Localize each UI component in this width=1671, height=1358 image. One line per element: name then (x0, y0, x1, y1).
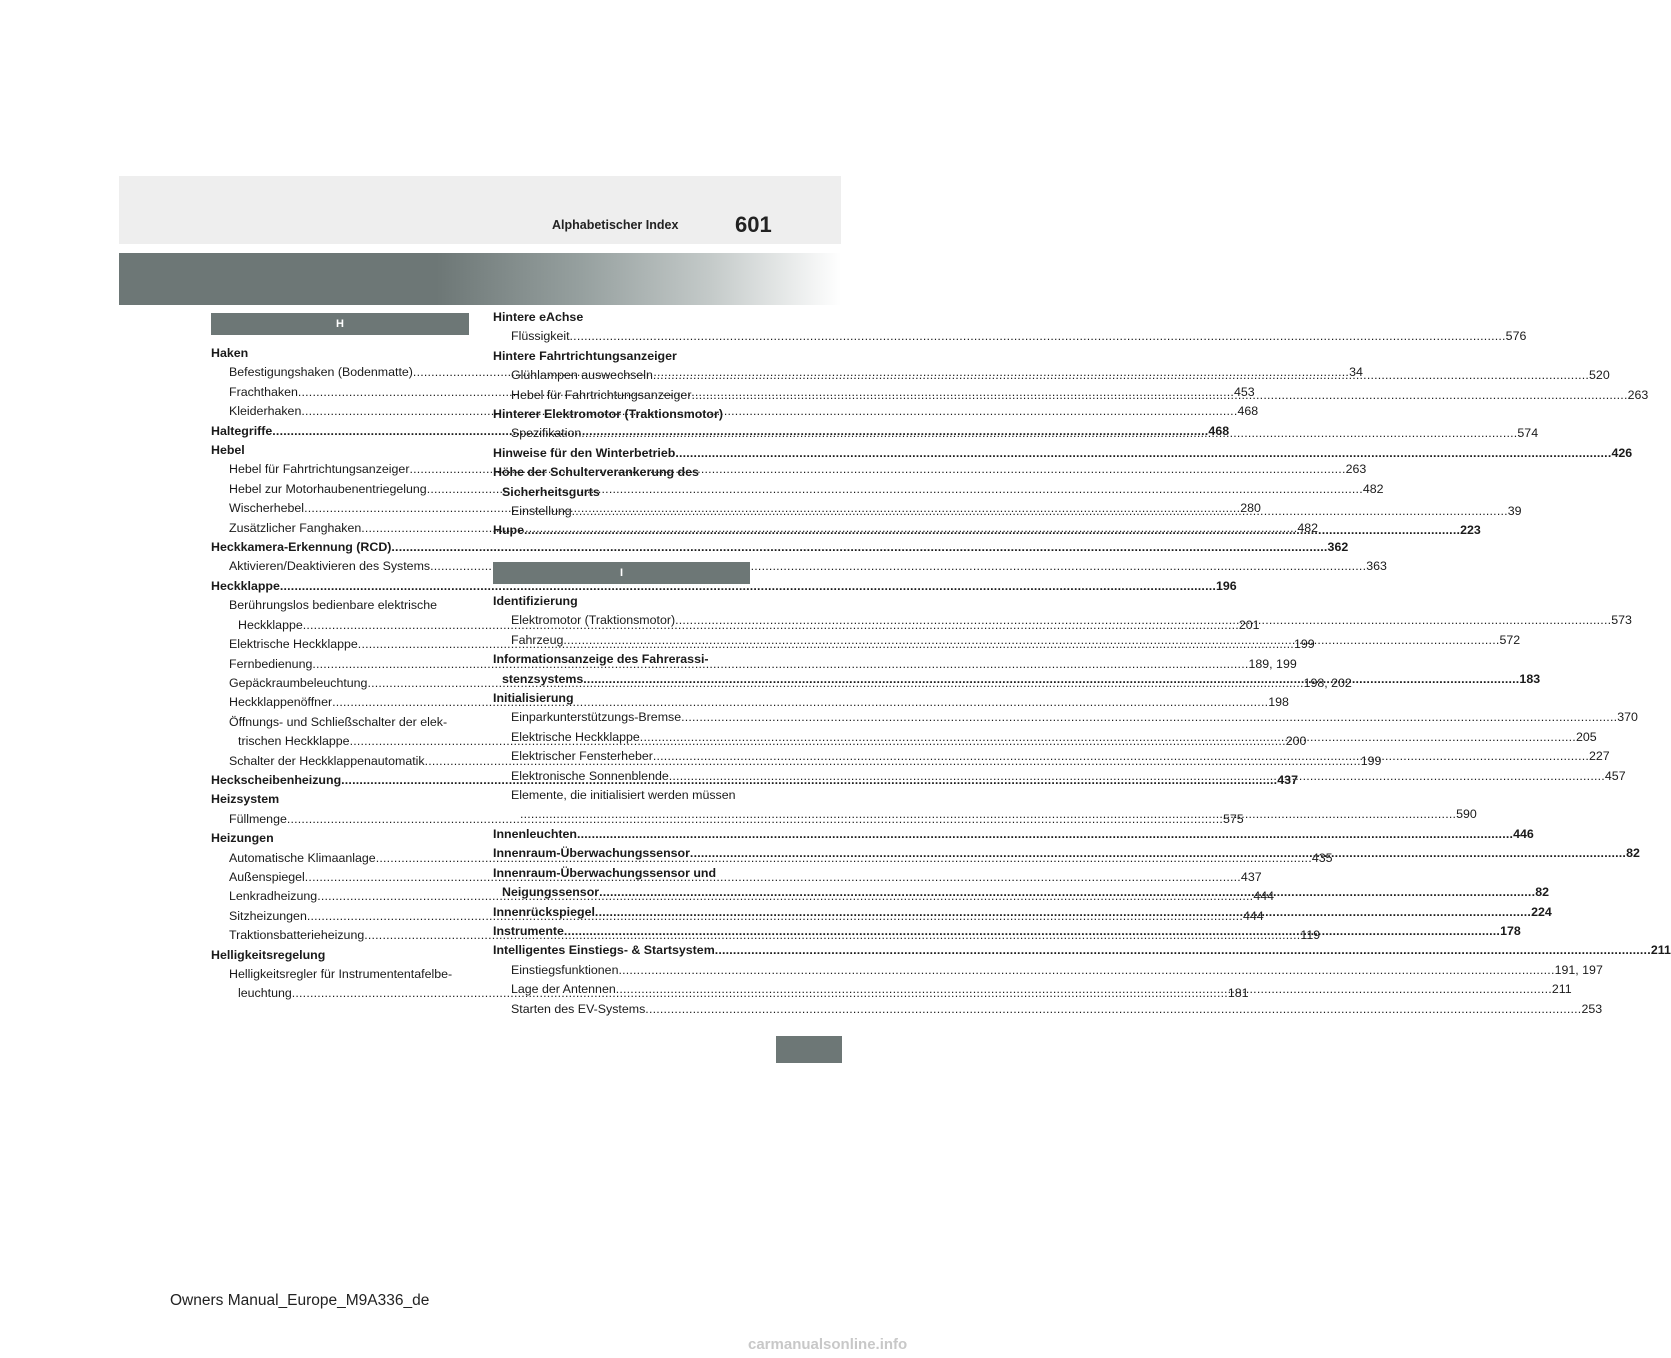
dot-leader (599, 883, 1535, 902)
dot-leader (572, 502, 1508, 521)
entry-page-ref: 446 (1513, 826, 1534, 841)
index-entry (493, 444, 1633, 463)
dot-leader (690, 844, 1626, 863)
entry-page-ref: 280 (1240, 501, 1261, 516)
index-entry (211, 538, 1349, 557)
dot-leader (583, 670, 1519, 689)
index-subentry (493, 1000, 1603, 1019)
index-entry (211, 829, 462, 848)
entry-term: Elektromotor (Traktionsmotor) (511, 613, 676, 628)
entry-page-ref: 199 (1360, 753, 1382, 768)
index-entry (211, 344, 462, 363)
entry-page-ref: 590 (1456, 807, 1477, 822)
index-subentry (493, 483, 743, 502)
index-entry (493, 689, 743, 708)
index-subentry (493, 961, 1603, 980)
entry-term: Innenraum-Überwachungssensor und (493, 865, 717, 880)
index-subentry (211, 965, 462, 984)
entry-term: Hintere eAchse (493, 310, 584, 324)
entry-term: Elektrische Heckklappe (511, 729, 640, 744)
dot-leader (595, 903, 1531, 922)
entry-page-ref: 363 (1366, 559, 1387, 574)
dot-leader (570, 327, 1506, 346)
entry-term: Befestigungshaken (Bodenmatte) (229, 365, 413, 380)
entry-term: Gepäckraumbeleuchtung (229, 675, 368, 690)
entry-page-ref: 183 (1519, 671, 1541, 686)
dot-leader (577, 825, 1513, 844)
dot-leader (640, 728, 1576, 747)
entry-page-ref: 224 (1531, 904, 1552, 919)
entry-term: trischen Heckklappe (238, 734, 350, 749)
entry-term: Sicherheitsgurts (502, 484, 600, 499)
entry-term: Elektrische Heckklappe (229, 637, 358, 652)
dot-leader (616, 980, 1552, 999)
index-entry (493, 592, 743, 611)
entry-term: Frachthaken (229, 384, 298, 399)
entry-term: Heckklappenöffner (229, 695, 333, 710)
entry-page-ref: 457 (1604, 768, 1626, 783)
entry-page-ref: 119 (1300, 928, 1321, 943)
index-entry (493, 405, 743, 424)
entry-term: Kleiderhaken (229, 404, 302, 419)
entry-term: Informationsanzeige des Fahrerassi- (493, 652, 709, 667)
entry-term: Haltegriffe (211, 423, 273, 438)
entry-page-ref: 362 (1327, 540, 1349, 555)
thumb-index-tab (776, 1036, 842, 1063)
entry-page-ref: 370 (1617, 710, 1638, 725)
entry-page-ref: 573 (1611, 613, 1632, 628)
entry-page-ref: 468 (1208, 423, 1230, 438)
entry-term: Traktionsbatterieheizung (229, 928, 365, 943)
header-band (119, 176, 841, 244)
entry-term: Öffnungs- und Schließschalter der elek- (229, 714, 448, 729)
entry-term: Sitzheizungen (229, 908, 307, 923)
entry-page-ref: 576 (1505, 329, 1527, 344)
entry-page-ref: 223 (1460, 523, 1481, 538)
entry-page-ref: 444 (1242, 908, 1264, 923)
entry-term: Spezifikation (511, 426, 582, 441)
entry-term: Hintere Fahrtrichtungsanzeiger (493, 348, 677, 363)
index-subentry (493, 327, 1527, 346)
dot-leader (653, 366, 1589, 385)
dot-leader (391, 538, 1327, 557)
entry-page-ref: 253 (1581, 1001, 1603, 1016)
section-heading-i: I (493, 562, 750, 584)
entry-term: Intelligentes Einstiegs- & Startsystem (493, 943, 715, 958)
index-entry (493, 463, 743, 482)
dot-leader (653, 747, 1589, 766)
gradient-banner (119, 253, 841, 305)
entry-page-ref: 200 (1285, 734, 1307, 749)
entry-term: Zusätzlicher Fanghaken (229, 520, 362, 535)
index-subentry (211, 810, 1244, 829)
entry-term: Lage der Antennen (511, 982, 616, 997)
entry-term: leuchtung (238, 986, 292, 1001)
entry-term: Starten des EV-Systems (511, 1001, 646, 1016)
entry-page-ref: 482 (1362, 481, 1384, 496)
entry-page-ref: 263 (1627, 387, 1649, 402)
dot-leader (669, 767, 1605, 786)
index-subentry (211, 557, 1387, 576)
entry-page-ref: 189, 199 (1248, 656, 1297, 671)
entry-term: Einstiegsfunktionen (511, 962, 619, 977)
entry-term: Heckscheibenheizung (211, 772, 342, 787)
dot-leader (564, 922, 1500, 941)
entry-page-ref: 437 (1277, 772, 1298, 787)
entry-term: Heckklappe (211, 578, 280, 593)
page-number: 601 (735, 212, 772, 237)
entry-page-ref: 82 (1535, 885, 1550, 900)
entry-page-ref: 575 (1223, 811, 1244, 826)
running-header-title: Alphabetischer Index (552, 218, 679, 232)
entry-term: Lenkradheizung (229, 889, 318, 904)
entry-page-ref: 196 (1216, 578, 1237, 593)
entry-term: Hinweise für den Winterbetrieb (493, 445, 676, 460)
entry-term: Instrumente (493, 923, 564, 938)
entry-page-ref: 39 (1507, 504, 1522, 519)
entry-term: Fahrzeug (511, 632, 564, 647)
dot-leader (715, 941, 1651, 960)
entry-term: Haken (211, 346, 249, 360)
dot-leader (520, 805, 1456, 824)
index-entry (493, 347, 743, 366)
entry-term: Schalter der Heckklappenautomatik (229, 753, 425, 768)
entry-page-ref: 435 (1311, 850, 1333, 865)
entry-page-ref: 198 (1268, 695, 1289, 710)
entry-term: Einstellung (511, 504, 572, 519)
entry-term: Identifizierung (493, 594, 578, 608)
entry-page-ref: 205 (1575, 729, 1597, 744)
index-subentry (211, 713, 462, 732)
entry-term: stenzsystems (502, 671, 584, 686)
entry-page-ref: 198, 202 (1303, 675, 1352, 690)
entry-term: Höhe der Schulterverankerung des (493, 465, 699, 480)
dot-leader (675, 444, 1611, 463)
entry-term: Heckklappe (238, 617, 303, 632)
entry-term: Wischerhebel (229, 501, 305, 516)
entry-term: Berührungslos bedienbare elektrische (229, 598, 438, 613)
dot-leader (524, 521, 1460, 540)
entry-page-ref: 574 (1517, 426, 1539, 441)
entry-term: Hebel für Fahrtrichtungsanzeiger (229, 462, 410, 477)
entry-term: Automatische Klimaanlage (229, 850, 376, 865)
index-entry (211, 946, 462, 965)
index-entry (493, 308, 743, 327)
entry-page-ref: 468 (1237, 404, 1259, 419)
index-entry (211, 790, 462, 809)
entry-page-ref: 263 (1345, 462, 1367, 477)
entry-page-ref: 191, 197 (1554, 962, 1603, 977)
dot-leader (675, 611, 1611, 630)
footer-document-id: Owners Manual_Europe_M9A336_de (170, 1292, 430, 1309)
entry-page-ref: 437 (1240, 869, 1262, 884)
index-subentry (493, 786, 743, 805)
entry-term: Füllmenge (229, 811, 287, 826)
entry-term: Initialisierung (493, 691, 574, 706)
index-entry (493, 864, 743, 883)
entry-term: Heizsystem (211, 792, 280, 807)
watermark: carmanualsonline.info (748, 1336, 908, 1353)
dot-leader (691, 386, 1627, 405)
entry-page-ref: 199 (1293, 637, 1315, 652)
entry-page-ref: 444 (1253, 889, 1275, 904)
entry-page-ref: 201 (1238, 617, 1260, 632)
entry-page-ref: 211 (1551, 982, 1572, 997)
index-entry (493, 941, 1671, 960)
dot-leader (681, 708, 1617, 727)
entry-page-ref: 426 (1611, 445, 1633, 460)
dot-leader (618, 961, 1554, 980)
entry-term: Außenspiegel (229, 869, 305, 884)
entry-term: Helligkeitsregler für Instrumententafelbe- (229, 967, 453, 981)
entry-page-ref: 34 (1349, 365, 1363, 380)
entry-term: Neigungssensor (502, 885, 600, 900)
entry-term: Aktivieren/Deaktivieren des Systems (229, 559, 431, 574)
entry-term: Innenrückspiegel (493, 904, 595, 919)
entry-page-ref: 178 (1500, 923, 1521, 938)
entry-term: Heizungen (211, 831, 274, 846)
index-entry (493, 650, 743, 669)
index-subentry (493, 708, 1638, 727)
section-heading-h: H (211, 313, 469, 335)
entry-term: Innenraum-Überwachungssensor (493, 846, 690, 861)
entry-term: Helligkeitsregelung (211, 947, 326, 962)
dot-leader (301, 402, 1237, 421)
entry-page-ref: 227 (1589, 749, 1610, 764)
entry-term: Hinterer Elektromotor (Traktionsmotor) (493, 407, 723, 422)
entry-term: Hebel für Fahrtrichtungsanzeiger (511, 387, 692, 402)
dot-leader (563, 631, 1499, 650)
entry-term: Innenleuchten (493, 826, 577, 841)
entry-page-ref: 520 (1589, 368, 1610, 383)
entry-term: Elektronische Sonnenblende (511, 768, 669, 783)
entry-page-ref: 211 (1650, 943, 1671, 958)
entry-term: Hebel (211, 443, 245, 458)
entry-term: Elemente, die initialisiert werden müssen (511, 788, 736, 803)
entry-term: Elektrischer Fensterheber (511, 749, 653, 764)
entry-term: Fernbedienung (229, 656, 313, 671)
entry-page-ref: 181 (1227, 986, 1249, 1001)
entry-page-ref: 572 (1499, 632, 1521, 647)
entry-term: Heckkamera-Erkennung (RCD) (211, 540, 392, 555)
entry-page-ref: 453 (1234, 384, 1255, 399)
index-subentry (211, 596, 462, 615)
entry-term: Flüssigkeit (511, 329, 570, 344)
index-entry (211, 577, 1237, 596)
index-entry (211, 441, 462, 460)
entry-term: Einparkunterstützungs-Bremse (511, 710, 682, 725)
entry-page-ref: 482 (1297, 520, 1319, 535)
index-entry (493, 825, 1534, 844)
dot-leader (581, 424, 1517, 443)
entry-page-ref: 82 (1626, 846, 1640, 861)
entry-term: Hebel zur Motorhaubenentriegelung (229, 481, 427, 496)
entry-term: Glühlampen auswechseln (511, 368, 653, 383)
dot-leader (645, 1000, 1581, 1019)
entry-term: Hupe (493, 523, 524, 538)
